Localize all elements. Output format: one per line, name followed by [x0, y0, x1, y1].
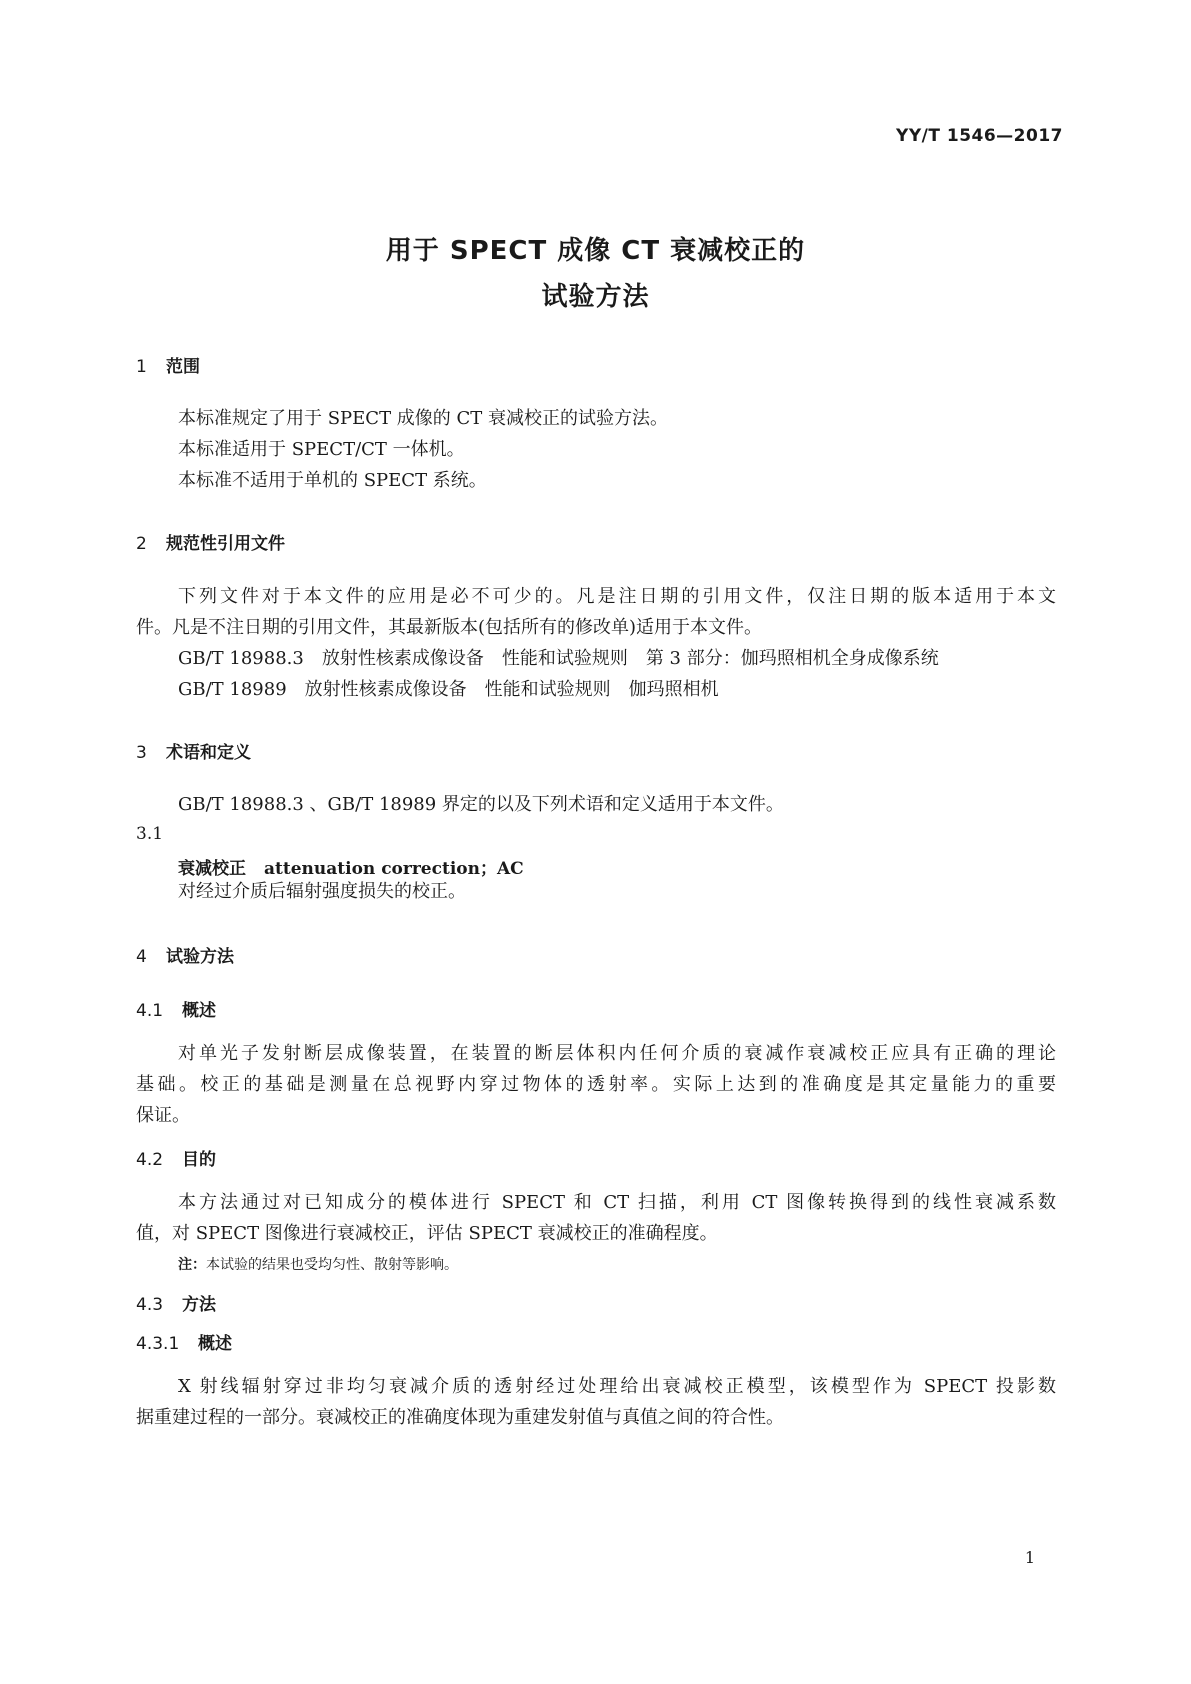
term-number: 3.1 — [136, 824, 164, 844]
note-label: 注： — [178, 1257, 206, 1273]
paragraph: 值，对 SPECT 图像进行衰减校正，评估 SPECT 衰减校正的准确程度。 — [136, 1223, 718, 1244]
paragraph: 本标准规定了用于 SPECT 成像的 CT 衰减校正的试验方法。 — [178, 408, 669, 429]
section-number: 4.3 — [136, 1295, 164, 1315]
section-number: 3 — [136, 743, 147, 763]
page-number: 1 — [1024, 1548, 1035, 1567]
paragraph: 据重建过程的一部分。衰减校正的准确度体现为重建发射值与真值之间的符合性。 — [136, 1407, 784, 1428]
section-title: 方法 — [182, 1295, 216, 1315]
term-english: attenuation correction；AC — [264, 859, 524, 879]
section-title: 范围 — [166, 357, 200, 377]
section-title: 术语和定义 — [166, 743, 251, 763]
note — [178, 1254, 458, 1274]
term-chinese: 衰减校正 — [178, 859, 246, 879]
section-title: 概述 — [182, 1001, 216, 1021]
subsection-4-3-heading — [136, 1290, 216, 1315]
paragraph: 本方法通过对已知成分的模体进行 SPECT 和 CT 扫描，利用 CT 图像转换得到的线性衰减系数 — [178, 1192, 1056, 1213]
section-title: 目的 — [182, 1150, 216, 1170]
paragraph: X 射线辐射穿过非均匀衰减介质的透射经过处理给出衰减校正模型，该模型作为 SPECT 投影数 — [178, 1376, 1056, 1397]
standard-code: YY/T 1546—2017 — [896, 126, 1063, 146]
section-title: 试验方法 — [166, 947, 234, 967]
document-title-line2: 试验方法 — [541, 282, 650, 312]
section-4-heading — [136, 942, 234, 967]
reference-item: GB/T 18988.3 放射性核素成像设备 性能和试验规则 第 3 部分：伽玛照相机全身成像系统 — [178, 648, 939, 669]
section-2-heading — [136, 529, 285, 554]
subsection-4-3-1-heading — [136, 1329, 232, 1354]
term-entry — [178, 854, 524, 879]
term-definition: 对经过介质后辐射强度损失的校正。 — [178, 881, 466, 902]
paragraph: 本标准适用于 SPECT/CT 一体机。 — [178, 439, 465, 460]
section-1-heading — [136, 352, 200, 377]
paragraph: 对单光子发射断层成像装置，在装置的断层体积内任何介质的衰减作衰减校正应具有正确的理论 — [178, 1043, 1056, 1064]
section-number: 4.1 — [136, 1001, 164, 1021]
section-title: 概述 — [198, 1334, 232, 1354]
note-text: 本试验的结果也受均匀性、散射等影响。 — [206, 1257, 458, 1273]
section-number: 4.2 — [136, 1150, 164, 1170]
subsection-4-1-heading — [136, 996, 216, 1021]
section-number: 1 — [136, 357, 147, 377]
paragraph: 保证。 — [136, 1105, 190, 1126]
section-3-heading — [136, 738, 251, 763]
paragraph: 下列文件对于本文件的应用是必不可少的。凡是注日期的引用文件，仅注日期的版本适用于本文 — [178, 586, 1056, 607]
section-number: 4.3.1 — [136, 1334, 180, 1354]
paragraph: 件。凡是不注日期的引用文件，其最新版本(包括所有的修改单)适用于本文件。 — [136, 617, 763, 638]
section-number: 2 — [136, 534, 147, 554]
paragraph: 本标准不适用于单机的 SPECT 系统。 — [178, 470, 487, 491]
document-title-line1: 用于 SPECT 成像 CT 衰减校正的 — [385, 236, 806, 266]
reference-item: GB/T 18989 放射性核素成像设备 性能和试验规则 伽玛照相机 — [178, 679, 719, 700]
paragraph: 基础。校正的基础是测量在总视野内穿过物体的透射率。实际上达到的准确度是其定量能力的重要 — [136, 1074, 1056, 1095]
section-title: 规范性引用文件 — [166, 534, 285, 554]
paragraph: GB/T 18988.3 、GB/T 18989 界定的以及下列术语和定义适用于本文件。 — [178, 794, 784, 815]
section-number: 4 — [136, 947, 147, 967]
subsection-4-2-heading — [136, 1145, 216, 1170]
